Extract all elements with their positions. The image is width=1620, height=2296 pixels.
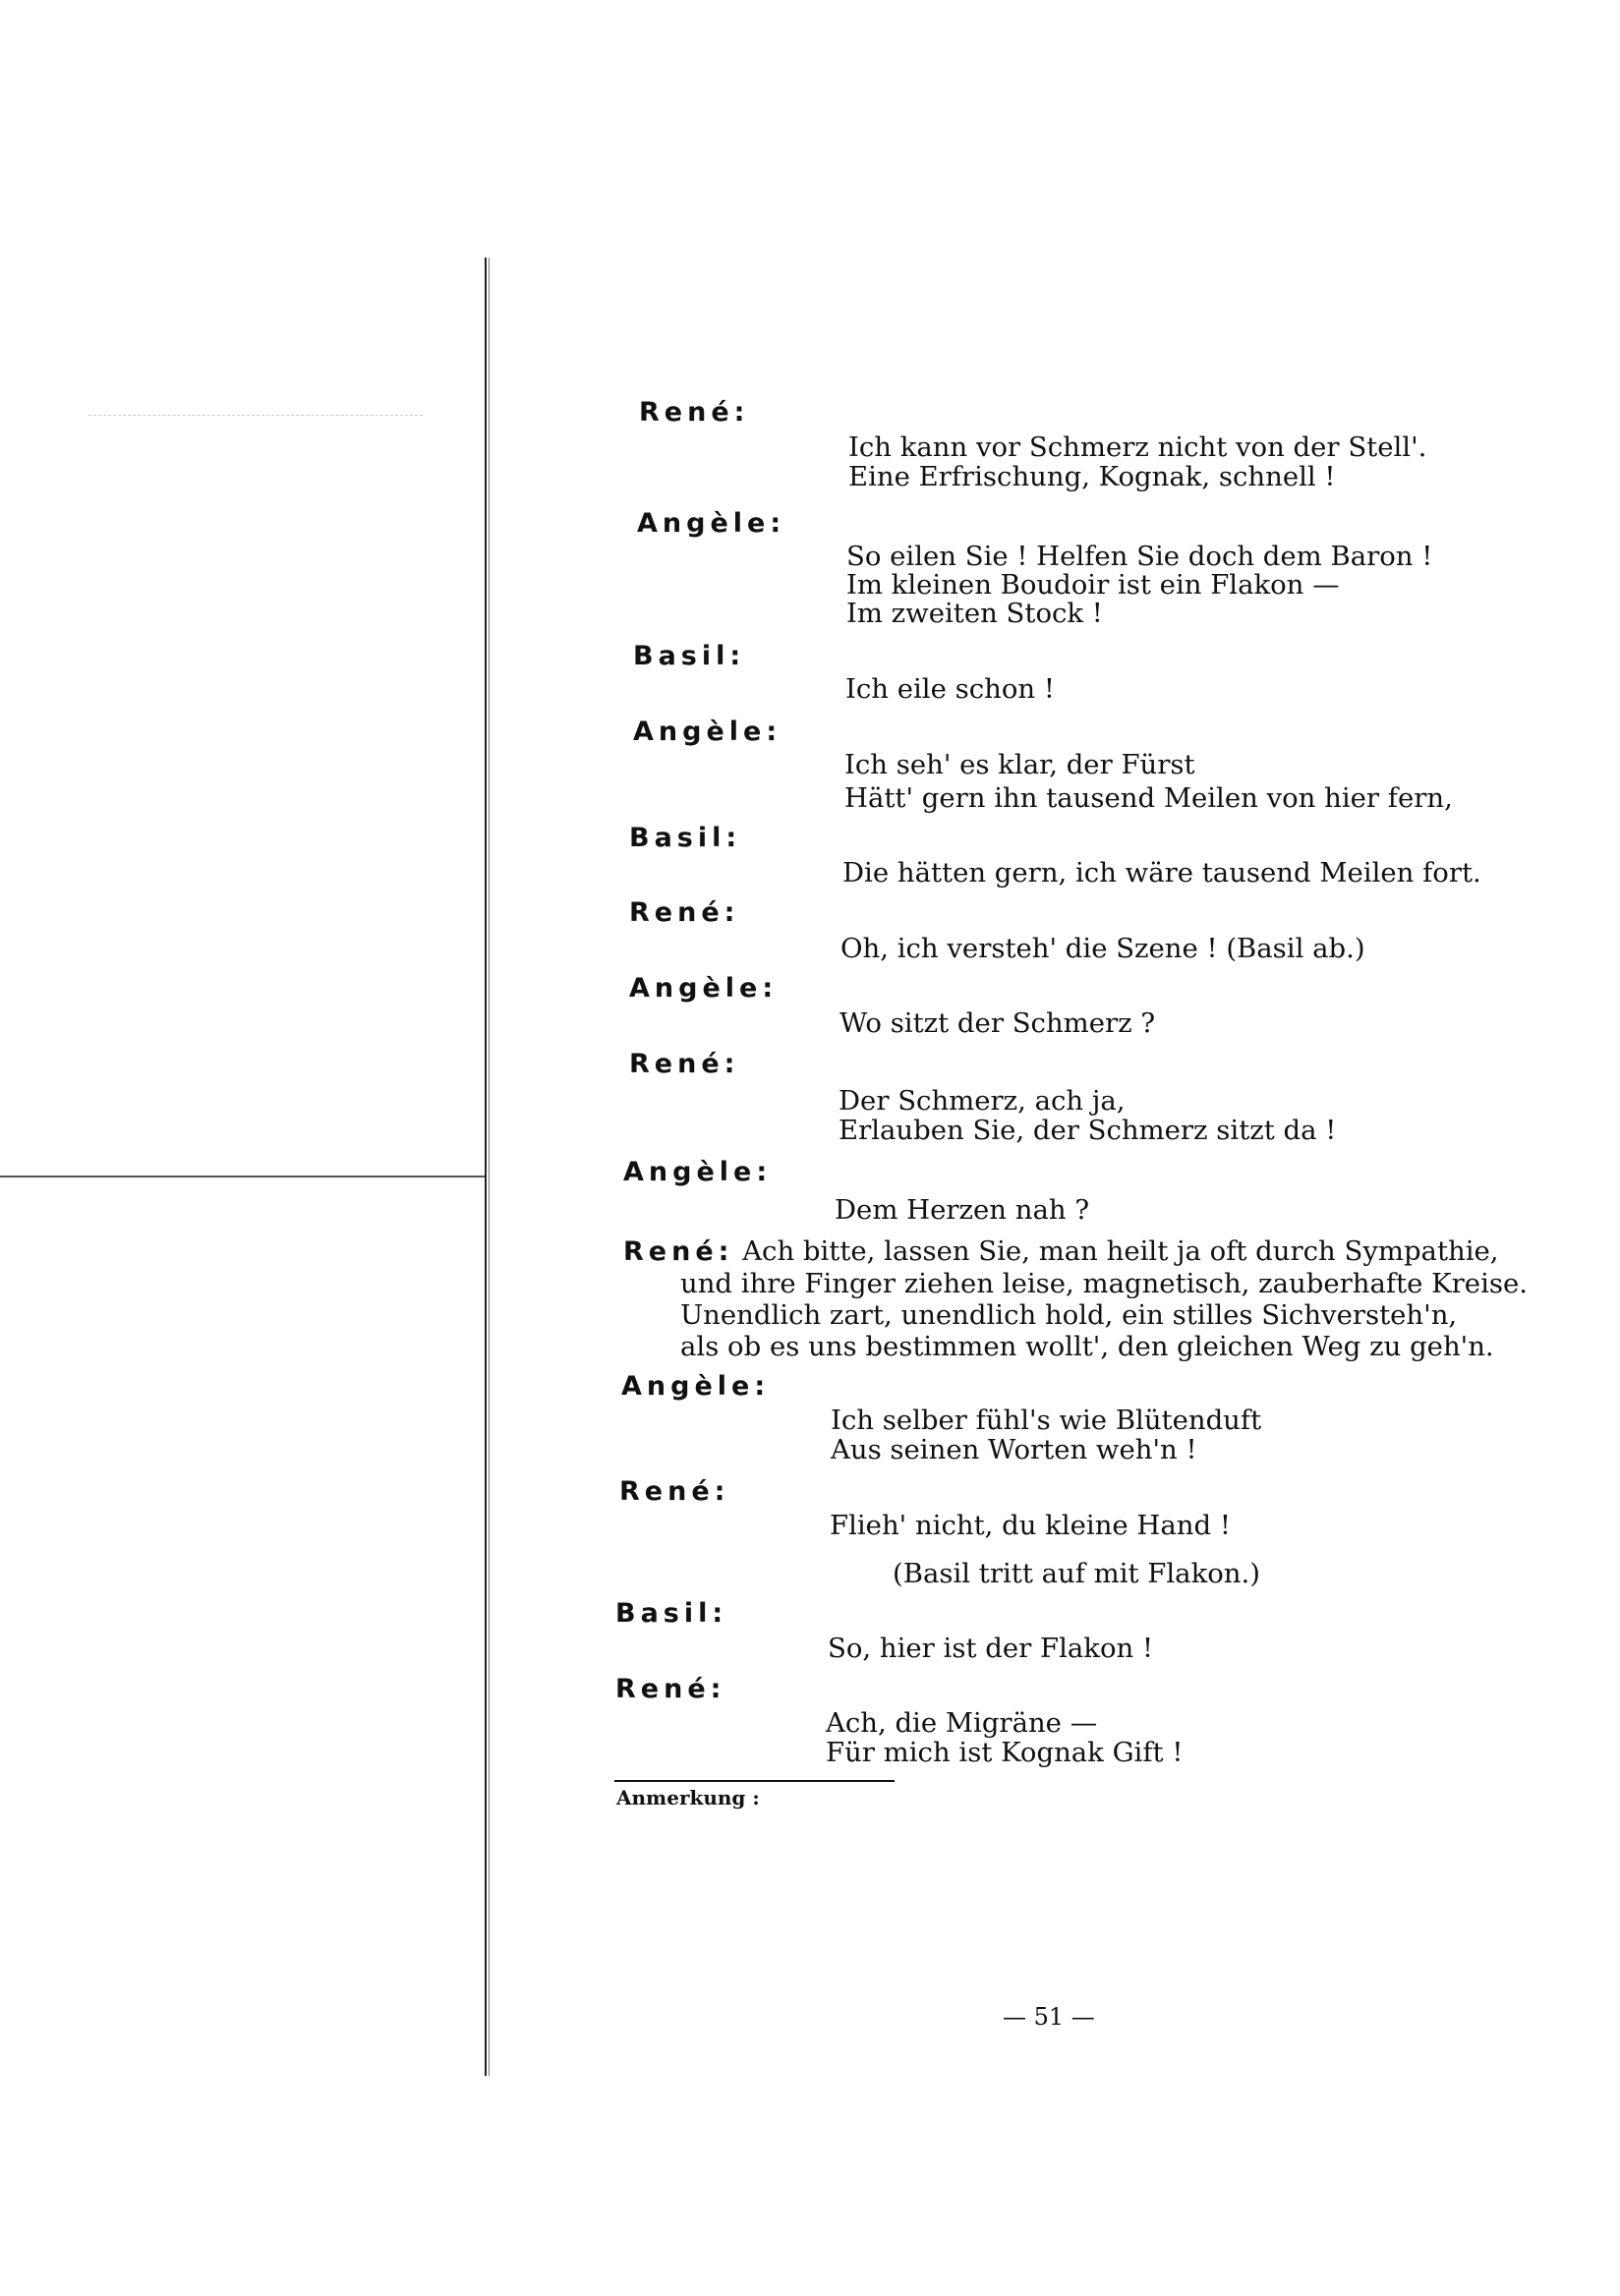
speaker-label: Angèle: [633,717,782,747]
dialogue-line: Hätt' gern ihn tausend Meilen von hier fern, [844,782,1453,814]
speaker-label: Basil: [615,1598,728,1629]
speaker-label: Basil: [629,823,742,853]
speaker-label: Angèle: [623,1157,773,1187]
footnote-rule [614,1780,895,1782]
dialogue-line: Wo sitzt der Schmerz ? [839,1007,1156,1039]
dialogue-line: Ich eile schon ! [845,673,1055,705]
dialogue-line: Ich kann vor Schmerz nicht von der Stell'. [848,431,1427,463]
dialogue-line: Ich seh' es klar, der Fürst [844,749,1195,780]
page-number: — 51 — [1003,2003,1095,2031]
speaker-label: René: [639,397,750,428]
dialogue-line: Im kleinen Boudoir ist ein Flakon — [846,569,1340,601]
dialogue-line: Der Schmerz, ach ja, [839,1085,1126,1117]
dialogue-line: Für mich ist Kognak Gift ! [826,1737,1184,1768]
footnote-label: Anmerkung : [616,1786,760,1809]
dialogue-line: Oh, ich versteh' die Szene ! (Basil ab.) [840,933,1365,964]
dialogue-line: Eine Erfrischung, Kognak, schnell ! [848,461,1336,492]
scan-horizontal-rule [0,1176,485,1177]
faint-scan-marks [88,415,423,416]
binding-edge-line [485,258,487,2076]
speaker-label: Angèle: [629,973,779,1004]
dialogue-line: Ach bitte, lassen Sie, man heilt ja oft durch Sympathie, [742,1235,1499,1267]
wide-speech-block [623,1235,1528,1362]
dialogue-line: Dem Herzen nah ? [835,1194,1090,1226]
dialogue-line: Unendlich zart, unendlich hold, ein stilles Sichversteh'n, [680,1298,1458,1331]
speaker-label: Angèle: [637,508,786,539]
speaker-label: Angèle: [621,1371,771,1402]
speaker-label: René: [615,1674,726,1704]
binding-edge-shadow [489,258,490,2076]
speaker-label: René: [623,1236,734,1267]
dialogue-line: Ach, die Migräne — [826,1707,1098,1739]
dialogue-line: als ob es uns bestimmen wollt', den gleichen Weg zu geh'n. [680,1330,1494,1362]
dialogue-line: Ich selber fühl's wie Blütenduft [831,1405,1262,1436]
dialogue-line: Erlauben Sie, der Schmerz sitzt da ! [839,1115,1337,1146]
speaker-label: René: [629,897,740,928]
dialogue-line: Im zweiten Stock ! [846,598,1103,629]
dialogue-line: So, hier ist der Flakon ! [828,1633,1154,1664]
dialogue-line: Flieh' nicht, du kleine Hand ! [830,1510,1231,1541]
dialogue-line: und ihre Finger ziehen leise, magnetisch, zauberhafte Kreise. [680,1267,1528,1299]
speaker-label: Basil: [633,641,746,671]
dialogue-line: Aus seinen Worten weh'n ! [831,1434,1197,1465]
dialogue-line: So eilen Sie ! Helfen Sie doch dem Baron ! [846,541,1433,572]
stage-direction: (Basil tritt auf mit Flakon.) [893,1558,1260,1589]
speaker-label: René: [619,1476,730,1507]
dialogue-line: Die hätten gern, ich wäre tausend Meilen fort. [842,857,1481,889]
speaker-label: René: [629,1049,740,1079]
